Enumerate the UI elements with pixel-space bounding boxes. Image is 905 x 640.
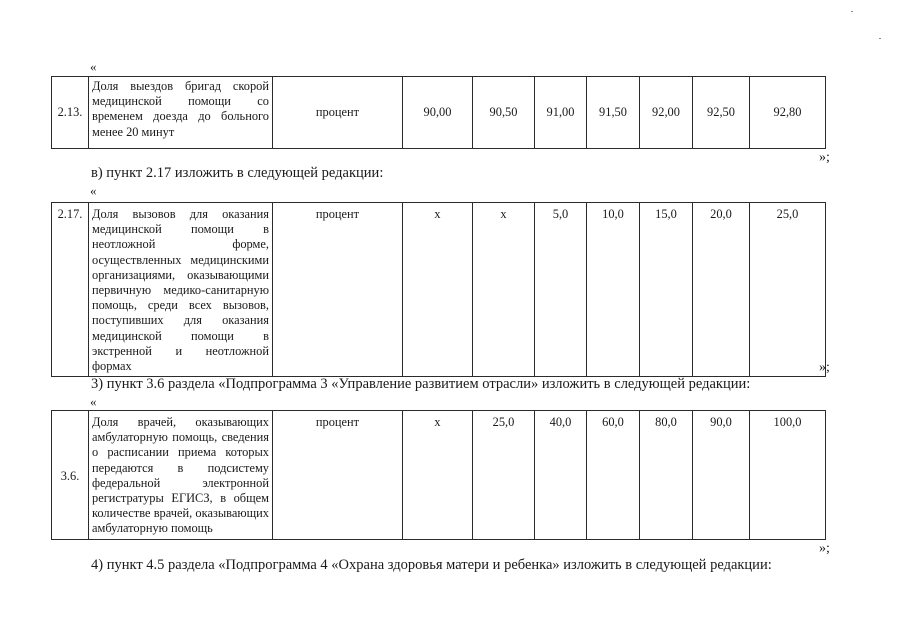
indicator-table-3-6 <box>51 410 826 540</box>
close-quote: »; <box>819 360 830 375</box>
close-quote: »; <box>819 541 830 556</box>
value-cell: 25,0 <box>473 411 535 540</box>
row-number: 2.13. <box>52 77 89 149</box>
value-cell: х <box>403 411 473 540</box>
value-cell: 60,0 <box>587 411 640 540</box>
value-cell: 10,0 <box>587 203 640 377</box>
paragraph-b: в) пункт 2.17 изложить в следующей редакции: <box>91 165 384 181</box>
close-quote: »; <box>819 150 830 165</box>
scan-speck <box>851 11 853 12</box>
indicator-description: Доля врачей, оказывающих амбулаторную помощь, сведения о расписании приема которых передаются в подсистему федеральной электронной регистратуры ЕГИСЗ, в общем количестве врачей, оказывающих амбулаторную помощь <box>89 411 273 540</box>
value-cell: 92,00 <box>640 77 693 149</box>
row-number: 3.6. <box>52 411 89 540</box>
open-quote: « <box>90 183 97 198</box>
value-cell: 80,0 <box>640 411 693 540</box>
value-cell: 91,00 <box>535 77 587 149</box>
value-cell: 90,50 <box>473 77 535 149</box>
value-cell: 92,80 <box>750 77 826 149</box>
table-row <box>52 77 826 149</box>
indicator-table-2-17 <box>51 202 826 377</box>
value-cell: 90,00 <box>403 77 473 149</box>
table-row <box>52 203 826 377</box>
value-cell: х <box>473 203 535 377</box>
unit-cell: процент <box>273 203 403 377</box>
open-quote: « <box>90 394 97 409</box>
scan-speck <box>879 38 881 39</box>
value-cell: 15,0 <box>640 203 693 377</box>
indicator-description: Доля вызовов для оказания медицинской помощи в неотложной форме, осуществленных медицинскими организациями, оказывающими первичную медико-санитарную помощь, среди всех вызовов, поступивших для оказания медицинской помощи в экстренной и неотложной формах <box>89 203 273 377</box>
indicator-table-2-13 <box>51 76 826 149</box>
open-quote: « <box>90 59 97 74</box>
value-cell: 92,50 <box>693 77 750 149</box>
value-cell: х <box>403 203 473 377</box>
paragraph-3: 3) пункт 3.6 раздела «Подпрограмма 3 «Управление развитием отрасли» изложить в следующей редакции: <box>91 376 751 392</box>
value-cell: 25,0 <box>750 203 826 377</box>
value-cell: 91,50 <box>587 77 640 149</box>
value-cell: 20,0 <box>693 203 750 377</box>
unit-cell: процент <box>273 77 403 149</box>
indicator-description: Доля выездов бригад скорой медицинской помощи со временем доезда до больного менее 20 минут <box>89 77 273 149</box>
value-cell: 100,0 <box>750 411 826 540</box>
unit-cell: процент <box>273 411 403 540</box>
value-cell: 40,0 <box>535 411 587 540</box>
value-cell: 90,0 <box>693 411 750 540</box>
paragraph-4: 4) пункт 4.5 раздела «Подпрограмма 4 «Охрана здоровья матери и ребенка» изложить в следующей редакции: <box>91 557 772 573</box>
value-cell: 5,0 <box>535 203 587 377</box>
row-number: 2.17. <box>52 203 89 377</box>
table-row <box>52 411 826 540</box>
